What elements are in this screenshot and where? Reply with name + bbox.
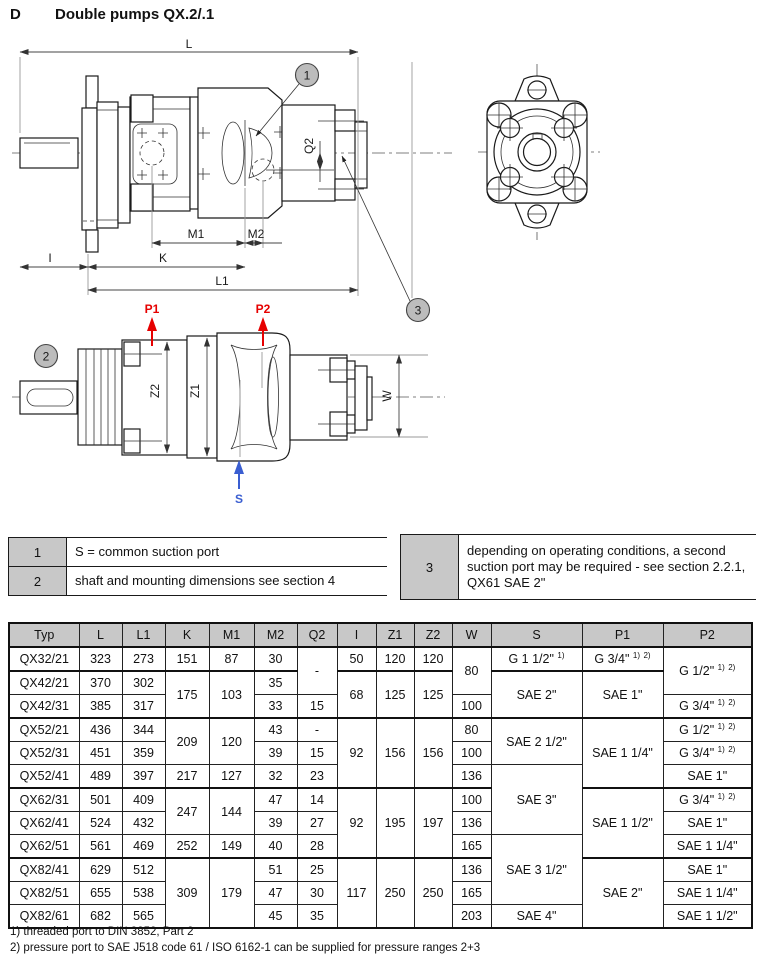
table-cell: 100: [452, 742, 491, 765]
port-arrow-s: [234, 460, 244, 506]
notes-table-left: [8, 537, 387, 596]
table-header-row: [9, 623, 752, 647]
table-cell: 23: [297, 765, 337, 789]
pump-body-2: [217, 333, 290, 461]
table-row: [9, 647, 752, 671]
table-cell: 15: [297, 742, 337, 765]
dim-label-M2: M2: [247, 227, 265, 241]
table-cell: 87: [209, 647, 254, 671]
table-row: [9, 671, 752, 695]
table-cell: 35: [297, 905, 337, 929]
table-cell: 469: [122, 835, 165, 859]
table-cell: SAE 1": [663, 812, 752, 835]
footnotes: [10, 925, 480, 956]
table-cell: 125: [376, 671, 414, 718]
note-number: 2: [9, 567, 67, 596]
balloon-3-label: 3: [414, 303, 422, 318]
table-cell: 80: [452, 718, 491, 742]
table-cell: 682: [79, 905, 122, 929]
table-row: [9, 718, 752, 742]
table-cell: SAE 2 1/2": [491, 718, 582, 765]
table-cell: 149: [209, 835, 254, 859]
column-header: W: [452, 623, 491, 647]
table-cell: 136: [452, 765, 491, 789]
dim-label-Z2: Z2: [148, 383, 162, 399]
table-cell: 100: [452, 788, 491, 812]
note-row: [9, 538, 388, 567]
table-cell: 302: [122, 671, 165, 695]
table-cell: 14: [297, 788, 337, 812]
column-header: Z2: [414, 623, 452, 647]
table-cell: 25: [297, 858, 337, 882]
table-cell: SAE 3 1/2": [491, 835, 582, 905]
shaft-bore: [524, 139, 551, 166]
table-cell: QX32/21: [9, 647, 79, 671]
column-header: P1: [582, 623, 663, 647]
table-cell: SAE 1 1/4": [663, 835, 752, 859]
dim-label-L1: L1: [215, 274, 229, 288]
table-cell: 344: [122, 718, 165, 742]
table-cell: 209: [165, 718, 209, 765]
table-cell: 397: [122, 765, 165, 789]
table-cell: 28: [297, 835, 337, 859]
table-cell: 39: [254, 812, 297, 835]
table-cell: SAE 2": [491, 671, 582, 718]
table-cell: 68: [337, 671, 376, 718]
table-cell: 92: [337, 718, 376, 788]
table-cell: 120: [414, 647, 452, 671]
table-cell: SAE 1 1/4": [663, 882, 752, 905]
table-cell: 451: [79, 742, 122, 765]
table-cell: 15: [297, 695, 337, 719]
table-cell: 432: [122, 812, 165, 835]
table-cell: 538: [122, 882, 165, 905]
note-number: 1: [9, 538, 67, 567]
footnote-1: 1) threaded port to DIN 3852, Part 2: [10, 926, 194, 938]
table-cell: 629: [79, 858, 122, 882]
table-cell: 120: [209, 718, 254, 765]
table-cell: 156: [414, 718, 452, 788]
table-cell: 117: [337, 858, 376, 928]
table-cell: 32: [254, 765, 297, 789]
table-cell: 80: [452, 647, 491, 695]
dim-label-K: K: [158, 251, 168, 265]
table-cell: 40: [254, 835, 297, 859]
table-cell: 179: [209, 858, 254, 928]
dim-label-M1: M1: [187, 227, 205, 241]
table-cell: 144: [209, 788, 254, 835]
table-cell: QX82/51: [9, 882, 79, 905]
table-cell: 151: [165, 647, 209, 671]
table-cell: 512: [122, 858, 165, 882]
table-cell: 252: [165, 835, 209, 859]
table-cell: G 3/4" $^{1)}$ $^{2)}$: [663, 788, 752, 812]
note-text: shaft and mounting dimensions see section 4: [67, 567, 388, 596]
column-header: L1: [122, 623, 165, 647]
column-header: M1: [209, 623, 254, 647]
column-header: M2: [254, 623, 297, 647]
table-cell: QX42/21: [9, 671, 79, 695]
table-cell: QX62/41: [9, 812, 79, 835]
table-cell: G 3/4" $^{1)}$ $^{2)}$: [663, 695, 752, 719]
table-cell: 309: [165, 858, 209, 928]
dim-label-I: I: [48, 251, 52, 265]
pump-body-2: [198, 88, 282, 218]
column-header: Typ: [9, 623, 79, 647]
table-cell: 27: [297, 812, 337, 835]
table-cell: 35: [254, 671, 297, 695]
table-cell: 47: [254, 788, 297, 812]
table-cell: 197: [414, 788, 452, 858]
port-label-p1: P1: [144, 302, 160, 316]
table-cell: 250: [376, 858, 414, 928]
table-cell: 100: [452, 695, 491, 719]
table-row: [9, 788, 752, 812]
table-cell: 489: [79, 765, 122, 789]
table-cell: 136: [452, 812, 491, 835]
table-cell: 39: [254, 742, 297, 765]
note-number: 3: [401, 535, 459, 600]
table-cell: 43: [254, 718, 297, 742]
table-cell: 561: [79, 835, 122, 859]
table-cell: 385: [79, 695, 122, 719]
column-header: Q2: [297, 623, 337, 647]
table-cell: 120: [376, 647, 414, 671]
table-cell: 92: [337, 788, 376, 858]
dim-label-Z1: Z1: [188, 383, 202, 399]
port-label-p2: P2: [255, 302, 271, 316]
dim-label-Q2: Q2: [302, 137, 316, 155]
table-cell: 217: [165, 765, 209, 789]
table-cell: 524: [79, 812, 122, 835]
table-cell: 273: [122, 647, 165, 671]
table-cell: 33: [254, 695, 297, 719]
table-cell: SAE 1": [663, 858, 752, 882]
table-cell: 165: [452, 835, 491, 859]
side-view-drawing: [12, 37, 452, 322]
table-cell: 30: [297, 882, 337, 905]
table-cell: 136: [452, 858, 491, 882]
balloon-1-label: 1: [303, 68, 311, 83]
dim-label-W: W: [380, 390, 394, 402]
footnote-2: 2) pressure port to SAE J518 code 61 / ISO 6162-1 can be supplied for pressure ranges 2+3: [10, 941, 481, 954]
table-cell: 655: [79, 882, 122, 905]
table-cell: 247: [165, 788, 209, 835]
dim-label-L: L: [185, 37, 193, 51]
table-cell: 51: [254, 858, 297, 882]
column-header: Z1: [376, 623, 414, 647]
table-cell: 359: [122, 742, 165, 765]
table-cell: QX82/41: [9, 858, 79, 882]
mounting-flange: [82, 108, 97, 230]
table-cell: 195: [376, 788, 414, 858]
table-cell: 436: [79, 718, 122, 742]
balloon-2-label: 2: [42, 349, 50, 364]
note-text: S = common suction port: [67, 538, 388, 567]
table-cell: QX52/21: [9, 718, 79, 742]
table-cell: 127: [209, 765, 254, 789]
table-row: [9, 858, 752, 882]
table-cell: 45: [254, 905, 297, 929]
table-cell: QX62/31: [9, 788, 79, 812]
table-cell: 30: [254, 647, 297, 671]
column-header: S: [491, 623, 582, 647]
table-cell: -: [297, 647, 337, 695]
table-cell: 203: [452, 905, 491, 929]
shaft: [20, 138, 78, 168]
table-cell: QX62/51: [9, 835, 79, 859]
table-cell: SAE 4": [491, 905, 582, 929]
table-cell: 323: [79, 647, 122, 671]
note-row: [9, 567, 388, 596]
table-cell: SAE 1 1/4": [582, 718, 663, 788]
table-cell: 50: [337, 647, 376, 671]
table-cell: 501: [79, 788, 122, 812]
dimension-table: [8, 622, 753, 929]
table-cell: QX52/41: [9, 765, 79, 789]
note-row: [401, 535, 757, 600]
table-cell: -: [297, 718, 337, 742]
table-cell: 565: [122, 905, 165, 929]
table-cell: 409: [122, 788, 165, 812]
note-text: depending on operating conditions, a second suction port may be required - see section 2.2.1, QX61 SAE 2": [459, 535, 757, 600]
notes-table-right: [400, 534, 756, 600]
column-header: P2: [663, 623, 752, 647]
section-letter: D: [10, 6, 21, 23]
table-cell: 165: [452, 882, 491, 905]
flange-front-view: [478, 64, 600, 240]
table-cell: 370: [79, 671, 122, 695]
table-cell: G 3/4" $^{1)}$ $^{2)}$: [582, 647, 663, 671]
column-header: K: [165, 623, 209, 647]
table-cell: 125: [414, 671, 452, 718]
column-header: I: [337, 623, 376, 647]
table-cell: 175: [165, 671, 209, 718]
column-header: L: [79, 623, 122, 647]
table-cell: SAE 2": [582, 858, 663, 928]
table-cell: SAE 1": [663, 765, 752, 789]
table-cell: G 1/2" $^{1)}$ $^{2)}$: [663, 647, 752, 695]
port-arrow-p1: [145, 302, 160, 346]
table-cell: SAE 1": [582, 671, 663, 718]
table-cell: 250: [414, 858, 452, 928]
table-cell: SAE 1 1/2": [582, 788, 663, 858]
table-cell: QX42/31: [9, 695, 79, 719]
page-title: Double pumps QX.2/.1: [55, 6, 215, 23]
shaft: [20, 381, 77, 414]
table-cell: 317: [122, 695, 165, 719]
table-cell: QX82/61: [9, 905, 79, 929]
table-cell: SAE 3": [491, 765, 582, 835]
top-view-drawing: [12, 302, 445, 506]
table-cell: G 3/4" $^{1)}$ $^{2)}$: [663, 742, 752, 765]
table-cell: G 1/2" $^{1)}$ $^{2)}$: [663, 718, 752, 742]
table-cell: QX52/31: [9, 742, 79, 765]
port-label-s: S: [234, 492, 244, 506]
table-cell: G 1 1/2" $^{1)}$: [491, 647, 582, 671]
table-cell: 103: [209, 671, 254, 718]
table-cell: SAE 1 1/2": [663, 905, 752, 929]
table-cell: 47: [254, 882, 297, 905]
table-cell: 156: [376, 718, 414, 788]
